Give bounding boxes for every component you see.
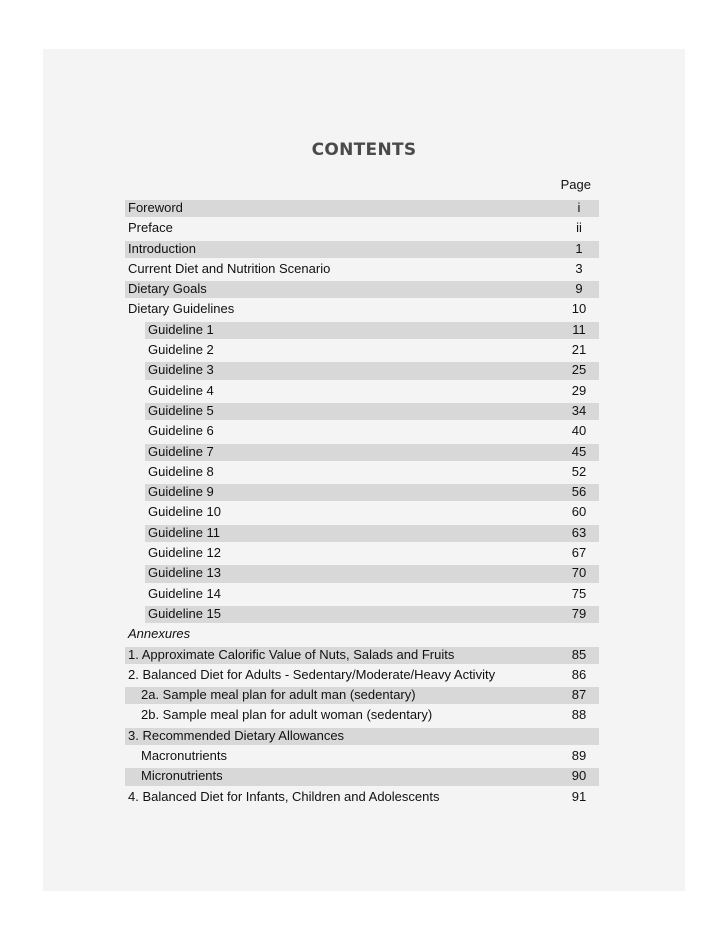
toc-label: Micronutrients bbox=[141, 768, 223, 784]
toc-label: Current Diet and Nutrition Scenario bbox=[128, 260, 331, 276]
toc-row bbox=[125, 787, 599, 807]
table-of-contents bbox=[125, 198, 599, 807]
contents-title: CONTENTS bbox=[311, 140, 417, 160]
toc-page-number: 52 bbox=[571, 463, 587, 479]
toc-page-number: 29 bbox=[571, 382, 587, 398]
toc-page-number: 11 bbox=[572, 321, 586, 337]
toc-row bbox=[125, 421, 599, 441]
toc-page-number: 56 bbox=[571, 484, 587, 500]
toc-label: Guideline 3 bbox=[148, 362, 214, 378]
toc-row bbox=[125, 665, 599, 685]
toc-row bbox=[125, 381, 599, 401]
toc-label: Guideline 9 bbox=[148, 484, 214, 500]
toc-label: Guideline 8 bbox=[148, 463, 214, 479]
toc-page-number: 67 bbox=[571, 545, 587, 561]
toc-row bbox=[125, 726, 599, 746]
toc-label: Dietary Guidelines bbox=[128, 301, 235, 317]
toc-page-number: 63 bbox=[571, 524, 587, 540]
toc-page-number: 91 bbox=[571, 788, 587, 804]
toc-label: 2b. Sample meal plan for adult woman (sedentary) bbox=[141, 707, 433, 723]
toc-label: Guideline 10 bbox=[148, 504, 221, 520]
toc-row bbox=[125, 645, 599, 665]
toc-page-number: 9 bbox=[575, 281, 583, 297]
toc-page-number: 79 bbox=[571, 605, 587, 621]
toc-page-number: 21 bbox=[571, 342, 587, 358]
toc-page-number: ii bbox=[576, 220, 582, 236]
toc-row bbox=[125, 198, 599, 218]
toc-row bbox=[125, 705, 599, 725]
toc-label: Guideline 7 bbox=[148, 443, 214, 459]
toc-label: Guideline 4 bbox=[148, 382, 214, 398]
toc-row bbox=[125, 259, 599, 279]
toc-page-number: 40 bbox=[571, 423, 587, 439]
toc-row bbox=[125, 746, 599, 766]
toc-label: Foreword bbox=[128, 200, 183, 215]
toc-row bbox=[125, 320, 599, 340]
toc-row bbox=[125, 279, 599, 299]
page-column-header: Page bbox=[560, 177, 591, 192]
toc-page-number: 75 bbox=[571, 585, 587, 601]
toc-label: 2. Balanced Diet for Adults - Sedentary/Moderate/Heavy Activity bbox=[128, 666, 496, 682]
toc-label: Guideline 11 bbox=[148, 524, 221, 540]
toc-page-number: 45 bbox=[571, 443, 587, 459]
toc-label: Annexures bbox=[128, 626, 191, 642]
toc-page-number: 85 bbox=[571, 646, 587, 662]
toc-label: Guideline 14 bbox=[148, 585, 221, 601]
toc-page-number: 3 bbox=[575, 260, 583, 276]
toc-page-number: 87 bbox=[571, 687, 587, 703]
toc-row bbox=[125, 502, 599, 522]
toc-page-number: 88 bbox=[571, 707, 587, 723]
toc-row bbox=[125, 584, 599, 604]
toc-label: 2a. Sample meal plan for adult man (sedentary) bbox=[141, 687, 416, 703]
toc-row bbox=[125, 685, 599, 705]
toc-row bbox=[125, 563, 599, 583]
toc-row bbox=[125, 299, 599, 319]
toc-label: Introduction bbox=[128, 240, 196, 256]
toc-label: 3. Recommended Dietary Allowances bbox=[128, 727, 345, 743]
toc-page-number: 34 bbox=[571, 402, 587, 418]
toc-label: Macronutrients bbox=[141, 748, 227, 764]
toc-page-number: 25 bbox=[571, 362, 587, 378]
toc-row bbox=[125, 604, 599, 624]
toc-label: Dietary Goals bbox=[128, 281, 207, 297]
toc-page-number: i bbox=[577, 200, 581, 215]
toc-row bbox=[125, 340, 599, 360]
toc-page-number: 1 bbox=[575, 240, 583, 256]
toc-label: Guideline 2 bbox=[148, 342, 214, 358]
toc-label: Guideline 12 bbox=[148, 545, 221, 561]
toc-page-number: 60 bbox=[571, 504, 587, 520]
toc-label: Guideline 6 bbox=[148, 423, 214, 439]
toc-label: Guideline 15 bbox=[148, 605, 221, 621]
toc-page-number: 89 bbox=[571, 748, 587, 764]
toc-label: Guideline 1 bbox=[148, 321, 214, 337]
toc-label: 1. Approximate Calorific Value of Nuts, Salads and Fruits bbox=[128, 646, 455, 662]
toc-label: 4. Balanced Diet for Infants, Children and Adolescents bbox=[128, 788, 440, 804]
toc-row bbox=[125, 401, 599, 421]
toc-row bbox=[125, 482, 599, 502]
toc-label: Guideline 13 bbox=[148, 565, 221, 581]
toc-page-number: 10 bbox=[571, 301, 587, 317]
toc-row bbox=[125, 239, 599, 259]
toc-label: Guideline 5 bbox=[148, 402, 214, 418]
toc-row bbox=[125, 462, 599, 482]
toc-page-number: 70 bbox=[571, 565, 587, 581]
toc-section-heading bbox=[125, 624, 599, 644]
toc-row bbox=[125, 766, 599, 786]
toc-page-number: 86 bbox=[571, 666, 587, 682]
toc-label: Preface bbox=[128, 220, 173, 236]
toc-row bbox=[125, 543, 599, 563]
toc-row bbox=[125, 523, 599, 543]
toc-row bbox=[125, 442, 599, 462]
toc-row bbox=[125, 360, 599, 380]
toc-page-number: 90 bbox=[571, 768, 587, 784]
toc-row bbox=[125, 218, 599, 238]
